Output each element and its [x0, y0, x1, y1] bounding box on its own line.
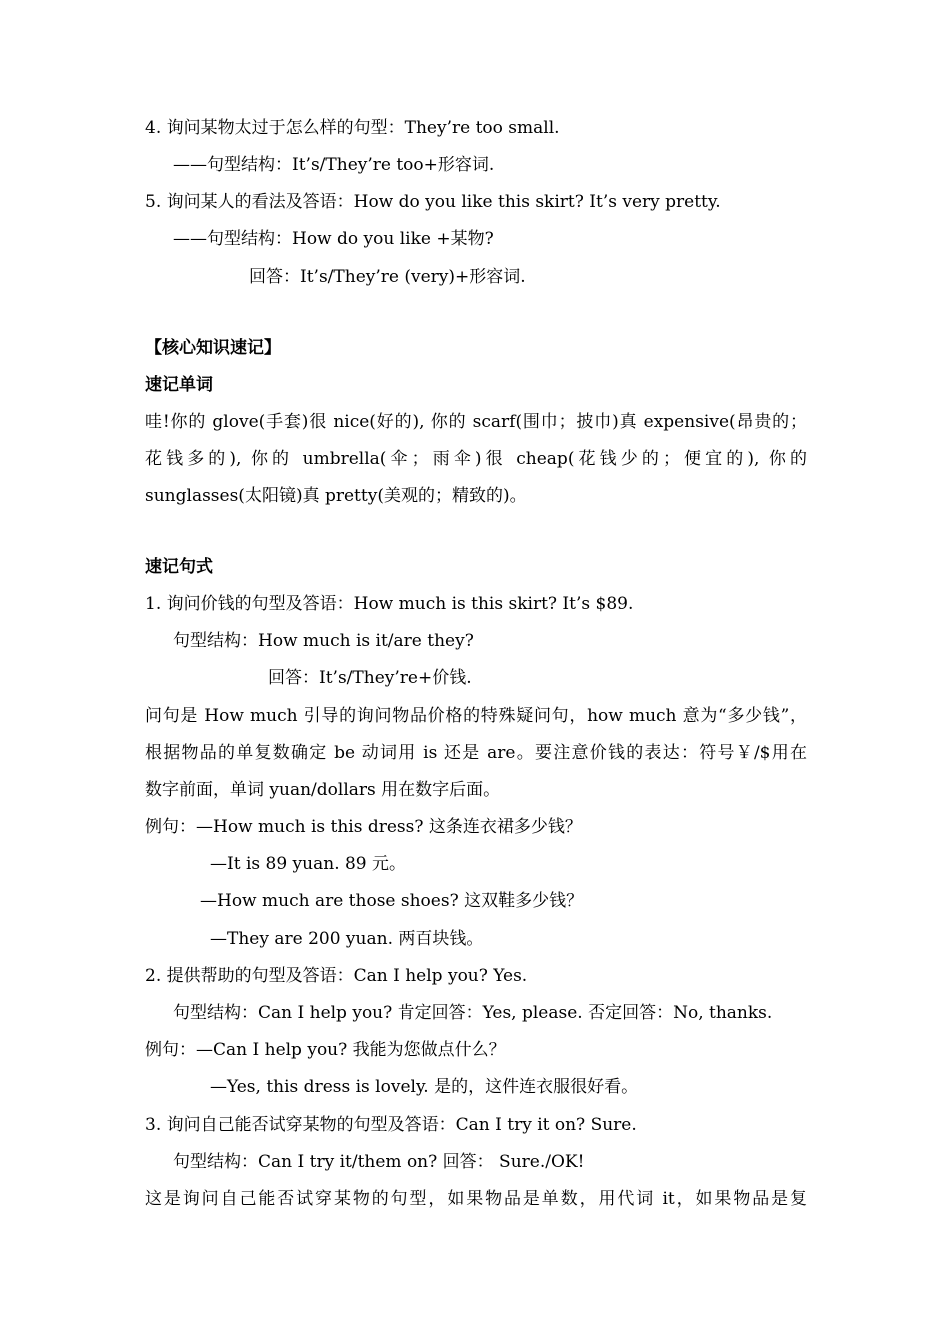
text-line: 这是询问自己能否试穿某物的句型，如果物品是单数，用代词 it，如果物品是复 — [145, 1189, 807, 1209]
text-line: —They are 200 yuan. 两百块钱。 — [210, 929, 484, 949]
text-line: 句型结构：Can I try it/them on? 回答： Sure./OK! — [173, 1152, 585, 1172]
text-line: 句型结构：How much is it/are they? — [173, 631, 474, 651]
text-line: 例句：—Can I help you? 我能为您做点什么？ — [145, 1040, 506, 1060]
text-line: 4. 询问某物太过于怎么样的句型：They’re too small. — [145, 118, 560, 138]
text-line: 句型结构：Can I help you? 肯定回答：Yes, please. 否定回答：No, thanks. — [173, 1003, 773, 1023]
text-line: —It is 89 yuan. 89 元。 — [210, 854, 407, 874]
text-line: 问句是 How much 引导的询问物品价格的特殊疑问句，how much 意为“多少钱”， — [145, 706, 807, 726]
text-line: ——句型结构：How do you like +某物? — [173, 229, 494, 249]
text-line: 哇!你的 glove(手套)很 nice(好的), 你的 scarf(围巾；披巾)真 expensive(昂贵的； — [145, 412, 807, 432]
text-line: 3. 询问自己能否试穿某物的句型及答语：Can I try it on? Sure. — [145, 1115, 637, 1135]
text-line: sunglasses(太阳镜)真 pretty(美观的；精致的)。 — [145, 486, 527, 506]
text-line: 2. 提供帮助的句型及答语：Can I help you? Yes. — [145, 966, 528, 986]
subsection-heading: 速记单词 — [145, 375, 213, 395]
text-line: 回答：It’s/They’re+价钱. — [268, 668, 472, 688]
text-line: 1. 询问价钱的句型及答语：How much is this skirt? It’s $89. — [145, 594, 634, 614]
text-line: 回答：It’s/They’re (very)+形容词. — [249, 267, 526, 287]
text-line: 5. 询问某人的看法及答语：How do you like this skirt? It’s very pretty. — [145, 192, 721, 212]
section-heading: 【核心知识速记】 — [145, 338, 281, 358]
text-line: ——句型结构：It’s/They’re too+形容词. — [173, 155, 495, 175]
subsection-heading: 速记句式 — [145, 557, 213, 577]
text-line: —How much are those shoes? 这双鞋多少钱？ — [200, 891, 584, 911]
text-line: 根据物品的单复数确定 be 动词用 is 还是 are。要注意价钱的表达：符号￥/$用在 — [145, 743, 807, 763]
text-line: 数字前面，单词 yuan/dollars 用在数字后面。 — [145, 780, 501, 800]
text-line: 花钱多的), 你的 umbrella(伞；雨伞)很 cheap(花钱少的；便宜的), 你的 — [145, 449, 807, 469]
text-line: —Yes, this dress is lovely. 是的，这件连衣服很好看。 — [210, 1077, 639, 1097]
text-line: 例句：—How much is this dress? 这条连衣裙多少钱？ — [145, 817, 582, 837]
